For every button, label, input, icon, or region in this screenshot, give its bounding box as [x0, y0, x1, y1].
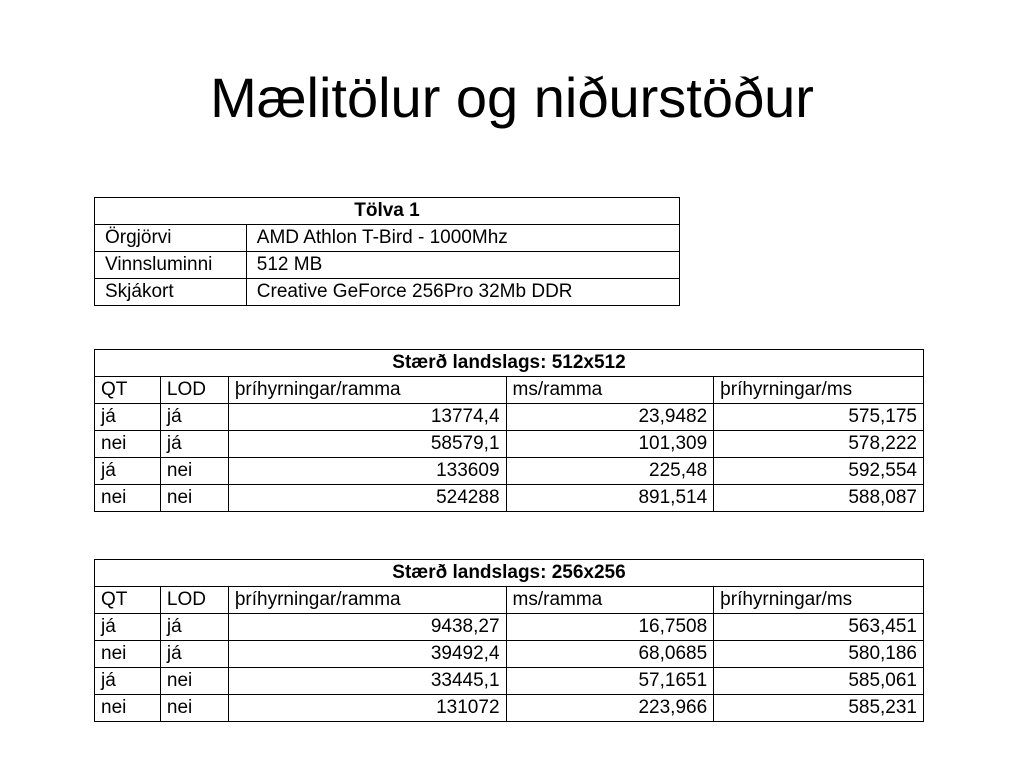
table-row	[95, 641, 924, 668]
cell-ms-per-frame: 891,514	[506, 485, 714, 512]
header-row	[95, 587, 924, 614]
column-header-triangles-per-ms: þríhyrningar/ms	[714, 377, 924, 404]
spec-value: AMD Athlon T-Bird - 1000Mhz	[246, 225, 679, 252]
table-title-row	[95, 560, 924, 587]
cell-ms-per-frame: 101,309	[506, 431, 714, 458]
table-title-row	[95, 350, 924, 377]
spec-row-graphics	[95, 279, 680, 306]
column-header-lod: LOD	[160, 377, 228, 404]
cell-ms-per-frame: 23,9482	[506, 404, 714, 431]
results-table-512	[94, 349, 924, 512]
cell-triangles-per-frame: 13774,4	[228, 404, 506, 431]
cell-qt: já	[95, 668, 161, 695]
table-row	[95, 695, 924, 722]
cell-triangles-per-ms: 585,231	[714, 695, 924, 722]
spec-row-memory	[95, 252, 680, 279]
column-header-triangles-per-ms: þríhyrningar/ms	[714, 587, 924, 614]
cell-ms-per-frame: 16,7508	[506, 614, 714, 641]
cell-ms-per-frame: 225,48	[506, 458, 714, 485]
column-header-triangles-per-frame: þríhyrningar/ramma	[228, 587, 506, 614]
cell-triangles-per-ms: 585,061	[714, 668, 924, 695]
cell-triangles-per-frame: 58579,1	[228, 431, 506, 458]
cell-triangles-per-frame: 39492,4	[228, 641, 506, 668]
cell-lod: já	[160, 431, 228, 458]
results-table-title: Stærð landslags: 256x256	[95, 560, 924, 587]
cell-qt: nei	[95, 641, 161, 668]
cell-lod: já	[160, 404, 228, 431]
results-table-256	[94, 559, 924, 722]
cell-triangles-per-frame: 133609	[228, 458, 506, 485]
spec-value: Creative GeForce 256Pro 32Mb DDR	[246, 279, 679, 306]
column-header-triangles-per-frame: þríhyrningar/ramma	[228, 377, 506, 404]
cell-triangles-per-frame: 131072	[228, 695, 506, 722]
cell-ms-per-frame: 68,0685	[506, 641, 714, 668]
cell-lod: nei	[160, 485, 228, 512]
cell-ms-per-frame: 57,1651	[506, 668, 714, 695]
cell-qt: nei	[95, 695, 161, 722]
cell-qt: nei	[95, 431, 161, 458]
cell-lod: nei	[160, 668, 228, 695]
cell-triangles-per-ms: 575,175	[714, 404, 924, 431]
cell-qt: já	[95, 458, 161, 485]
cell-triangles-per-ms: 580,186	[714, 641, 924, 668]
column-header-qt: QT	[95, 587, 161, 614]
cell-triangles-per-ms: 578,222	[714, 431, 924, 458]
table-title-row	[95, 198, 680, 225]
slide-title: Mælitölur og niðurstöður	[210, 66, 814, 129]
column-header-lod: LOD	[160, 587, 228, 614]
cell-triangles-per-ms: 588,087	[714, 485, 924, 512]
table-row	[95, 485, 924, 512]
table-row	[95, 431, 924, 458]
computer-table-title: Tölva 1	[95, 198, 680, 225]
results-table-title: Stærð landslags: 512x512	[95, 350, 924, 377]
spec-row-cpu	[95, 225, 680, 252]
header-row	[95, 377, 924, 404]
cell-lod: já	[160, 614, 228, 641]
spec-label: Örgjörvi	[95, 225, 247, 252]
spec-label: Vinnsluminni	[95, 252, 247, 279]
cell-triangles-per-ms: 592,554	[714, 458, 924, 485]
computer-specs-table	[94, 197, 680, 306]
cell-qt: já	[95, 404, 161, 431]
cell-lod: nei	[160, 458, 228, 485]
column-header-ms-per-frame: ms/ramma	[506, 377, 714, 404]
cell-triangles-per-frame: 33445,1	[228, 668, 506, 695]
table-row	[95, 668, 924, 695]
cell-triangles-per-ms: 563,451	[714, 614, 924, 641]
table-row	[95, 458, 924, 485]
table-row	[95, 404, 924, 431]
cell-lod: nei	[160, 695, 228, 722]
table-row	[95, 614, 924, 641]
column-header-ms-per-frame: ms/ramma	[506, 587, 714, 614]
cell-qt: já	[95, 614, 161, 641]
cell-triangles-per-frame: 524288	[228, 485, 506, 512]
spec-value: 512 MB	[246, 252, 679, 279]
cell-qt: nei	[95, 485, 161, 512]
column-header-qt: QT	[95, 377, 161, 404]
cell-ms-per-frame: 223,966	[506, 695, 714, 722]
spec-label: Skjákort	[95, 279, 247, 306]
cell-triangles-per-frame: 9438,27	[228, 614, 506, 641]
cell-lod: já	[160, 641, 228, 668]
